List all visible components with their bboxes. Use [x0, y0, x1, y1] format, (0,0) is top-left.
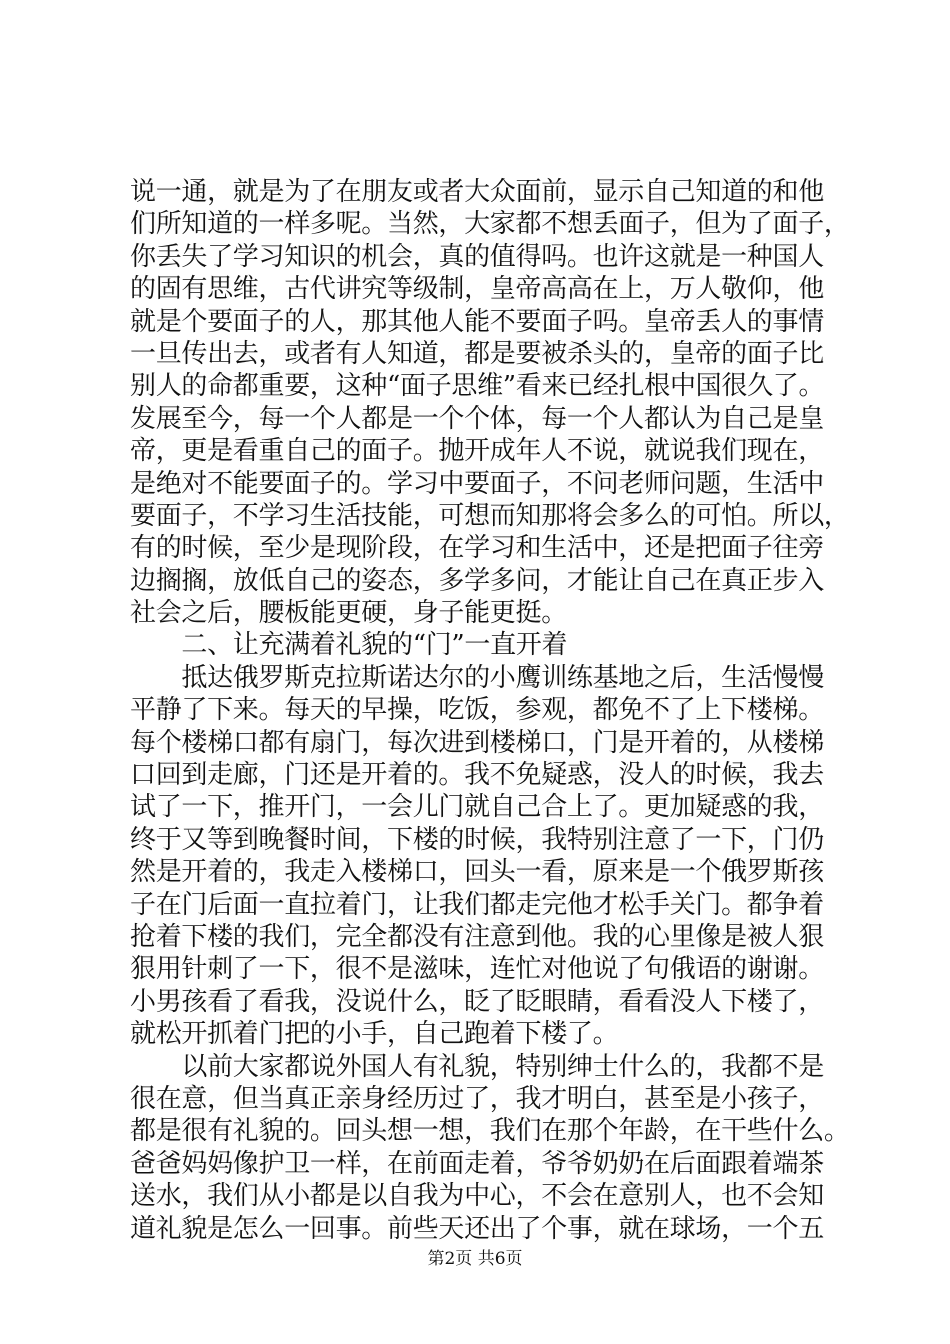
text-line: 道礼貌是怎么一回事。前些天还出了个事，就在球场，一个五: [130, 1213, 824, 1244]
text-line: 发展至今，每一个人都是一个个体，每一个人都认为自己是皇: [130, 403, 824, 434]
text-line: 都是很有礼貌的。回头想一想，我们在那个年龄，在干些什么。: [130, 1116, 850, 1147]
document-body: [130, 176, 850, 1245]
text-line: 要面子，不学习生活技能，可想而知那将会多么的可怕。所以，: [130, 500, 850, 531]
text-line: 很在意，但当真正亲身经历过了，我才明白，甚至是小孩子，: [130, 1083, 824, 1114]
text-line: 你丢失了学习知识的机会，真的值得吗。也许这就是一种国人: [130, 241, 824, 272]
text-line: 是绝对不能要面子的。学习中要面子，不问老师问题，生活中: [130, 468, 824, 499]
text-line: 平静了下来。每天的早操，吃饭，参观，都免不了上下楼梯。: [130, 695, 824, 726]
text-line: 别人的命都重要，这种“面子思维”看来已经扎根中国很久了。: [130, 371, 825, 402]
text-line: 终于又等到晚餐时间，下楼的时候，我特别注意了一下，门仍: [130, 824, 824, 855]
text-line: 帝，更是看重自己的面子。抛开成年人不说，就说我们现在，: [130, 436, 824, 467]
text-line: 然是开着的，我走入楼梯口，回头一看，原来是一个俄罗斯孩: [130, 857, 824, 888]
text-line: 就是个要面子的人，那其他人能不要面子吗。皇帝丢人的事情: [130, 306, 824, 337]
text-line: 社会之后，腰板能更硬，身子能更挺。: [130, 598, 567, 629]
text-line: 的固有思维，古代讲究等级制，皇帝高高在上，万人敬仰，他: [130, 274, 824, 305]
text-line: 抵达俄罗斯克拉斯诺达尔的小鹰训练基地之后，生活慢慢: [130, 662, 824, 693]
text-line: 狠用针刺了一下，很不是滋味，连忙对他说了句俄语的谢谢。: [130, 954, 824, 985]
page-footer: 第2页 共6页: [427, 1249, 523, 1269]
text-line: 一旦传出去，或者有人知道，都是要被杀头的，皇帝的面子比: [130, 338, 824, 369]
text-line: 就松开抓着门把的小手，自己跑着下楼了。: [130, 1019, 619, 1050]
text-line: 每个楼梯口都有扇门，每次进到楼梯口，门是开着的，从楼梯: [130, 727, 824, 758]
text-line: 送水，我们从小都是以自我为中心，不会在意别人，也不会知: [130, 1181, 824, 1212]
text-line: 试了一下，推开门，一会儿门就自己合上了。更加疑惑的我，: [130, 792, 824, 823]
text-line: 说一通，就是为了在朋友或者大众面前，显示自己知道的和他: [130, 177, 824, 207]
text-line: 们所知道的一样多呢。当然，大家都不想丢面子，但为了面子，: [130, 209, 850, 240]
text-line: 抢着下楼的我们，完全都没有注意到他。我的心里像是被人狠: [130, 921, 824, 952]
text-line: 爸爸妈妈像护卫一样，在前面走着，爷爷奶奶在后面跟着端茶: [130, 1148, 824, 1179]
text-line: 以前大家都说外国人有礼貌，特别绅士什么的，我都不是: [130, 1051, 824, 1082]
text-line: 有的时候，至少是现阶段，在学习和生活中，还是把面子往旁: [130, 533, 824, 564]
text-line: 小男孩看了看我，没说什么，眨了眨眼睛，看看没人下楼了，: [130, 986, 824, 1017]
text-line: 边搁搁，放低自己的姿态，多学多问，才能让自己在真正步入: [130, 565, 824, 596]
text-line: 二、让充满着礼貌的“门”一直开着: [130, 630, 568, 661]
text-line: 口回到走廊，门还是开着的。我不免疑惑，没人的时候，我去: [130, 760, 824, 791]
text-line: 子在门后面一直拉着门，让我们都走完他才松手关门。都争着: [130, 889, 824, 920]
